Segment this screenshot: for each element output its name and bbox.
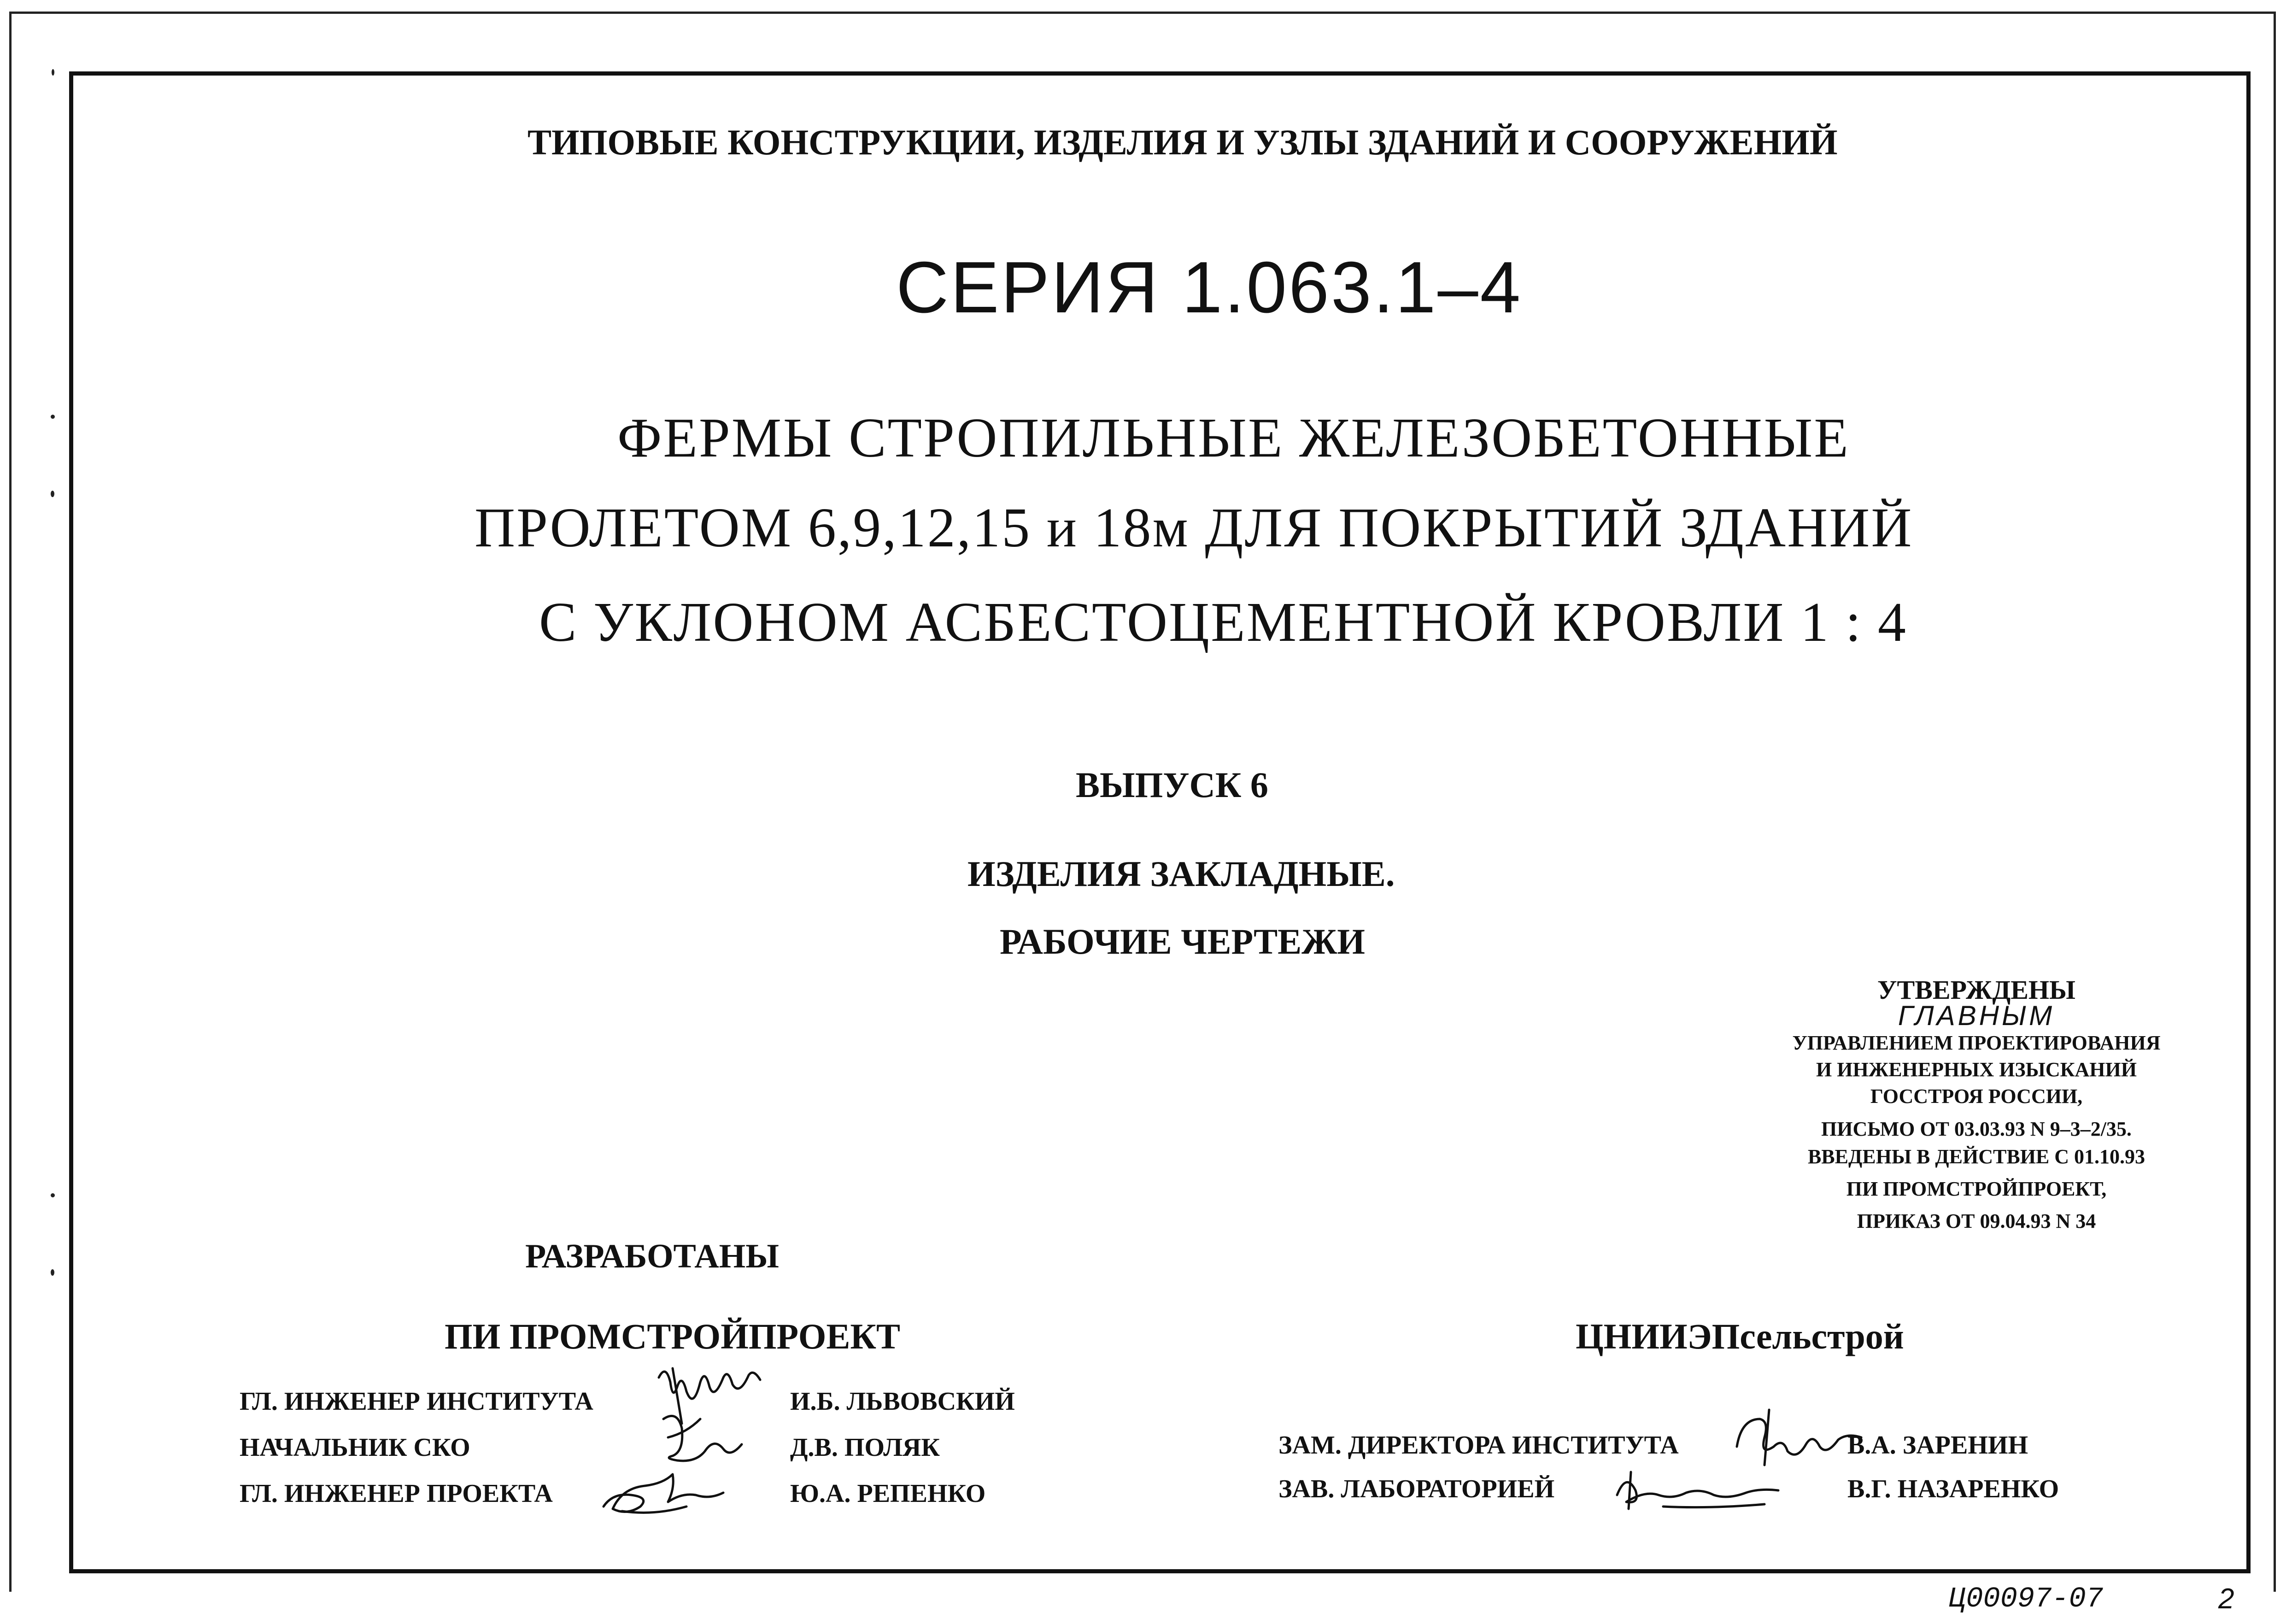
- approval-heading: УТВЕРЖДЕНЫ: [1877, 975, 2075, 1005]
- title-line-2: ПРОЛЕТОМ 6,9,12,15 и 18м ДЛЯ ПОКРЫТИЙ ЗДАНИЙ: [475, 497, 1913, 559]
- approval-line: УПРАВЛЕНИЕМ ПРОЕКТИРОВАНИЯ: [1792, 1032, 2161, 1054]
- left-organization: ПИ ПРОМСТРОЙПРОЕКТ: [445, 1316, 901, 1356]
- document-code: Ц00097-07: [1949, 1583, 2103, 1615]
- signature-zarenin: [1728, 1401, 1866, 1470]
- signature-repenko: [594, 1460, 742, 1520]
- scan-mark: [51, 415, 55, 419]
- series-title: СЕРИЯ 1.063.1–4: [896, 247, 1523, 328]
- approval-line: ГОССТРОЯ РОССИИ,: [1870, 1085, 2083, 1108]
- approval-line: И ИНЖЕНЕРНЫХ ИЗЫСКАНИЙ: [1816, 1058, 2137, 1081]
- scan-mark: [51, 1269, 54, 1276]
- approval-line: ВВЕДЕНЫ В ДЕЙСТВИЕ С 01.10.93: [1807, 1145, 2145, 1168]
- issue-label: ВЫПУСК 6: [1076, 765, 1268, 805]
- signer-name: В.Г. НАЗАРЕНКО: [1847, 1475, 2059, 1503]
- title-line-3: С УКЛОНОМ АСБЕСТОЦЕМЕНТНОЙ КРОВЛИ 1 : 4: [539, 591, 1907, 653]
- signature-polyak: [650, 1405, 760, 1470]
- signer-title: НАЧАЛЬНИК СКО: [240, 1433, 470, 1462]
- signer-name: Д.В. ПОЛЯК: [790, 1433, 940, 1462]
- signer-name: И.Б. ЛЬВОВСКИЙ: [790, 1387, 1015, 1416]
- approval-line: ПИСЬМО ОТ 03.03.93 N 9–3–2/35.: [1821, 1118, 2132, 1140]
- issue-subtitle-1: ИЗДЕЛИЯ ЗАКЛАДНЫЕ.: [967, 854, 1395, 894]
- developed-by-label: РАЗРАБОТАНЫ: [525, 1237, 779, 1275]
- scan-mark: [51, 491, 54, 497]
- scan-mark: [52, 69, 54, 76]
- scan-mark: [51, 1193, 55, 1197]
- signer-title: ГЛ. ИНЖЕНЕР ИНСТИТУТА: [240, 1387, 593, 1416]
- signer-title: ЗАВ. ЛАБОРАТОРИЕЙ: [1278, 1475, 1555, 1503]
- signature-nazarenko: [1608, 1463, 1783, 1513]
- right-organization: ЦНИИЭПсельстрой: [1576, 1316, 1904, 1356]
- header-line: ТИПОВЫЕ КОНСТРУКЦИИ, ИЗДЕЛИЯ И УЗЛЫ ЗДАНИЙ И СООРУЖЕНИЙ: [528, 122, 1838, 162]
- signer-name: В.А. ЗАРЕНИН: [1847, 1431, 2028, 1460]
- approval-line: ПИ ПРОМСТРОЙПРОЕКТ,: [1846, 1178, 2107, 1200]
- approval-handwritten-word: ГЛАВНЫМ: [1898, 1000, 2055, 1031]
- signer-title: ГЛ. ИНЖЕНЕР ПРОЕКТА: [240, 1479, 553, 1508]
- issue-subtitle-2: РАБОЧИЕ ЧЕРТЕЖИ: [1000, 921, 1365, 962]
- signer-title: ЗАМ. ДИРЕКТОРА ИНСТИТУТА: [1278, 1431, 1679, 1460]
- sheet-number: 2: [2218, 1583, 2234, 1615]
- approval-line: ПРИКАЗ ОТ 09.04.93 N 34: [1857, 1210, 2096, 1232]
- signer-name: Ю.А. РЕПЕНКО: [790, 1479, 986, 1508]
- title-line-1: ФЕРМЫ СТРОПИЛЬНЫЕ ЖЕЛЕЗОБЕТОННЫЕ: [617, 407, 1850, 469]
